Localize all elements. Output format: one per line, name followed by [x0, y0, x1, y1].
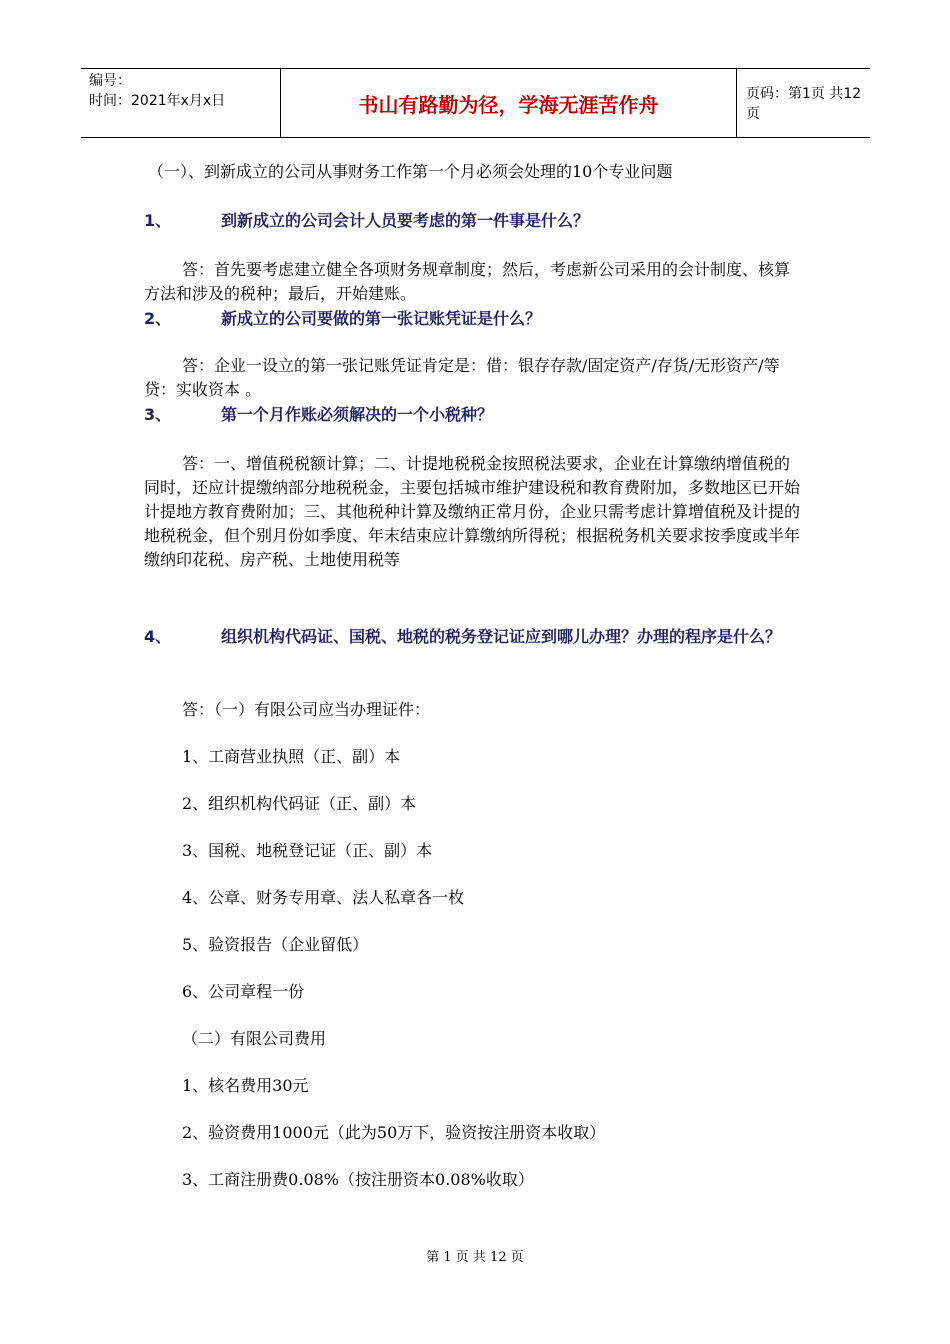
page-header — [81, 68, 870, 138]
header-meta — [81, 69, 281, 137]
question-4 — [144, 624, 804, 650]
list-item: 3、国税、地税登记证（正、副）本 — [182, 841, 433, 860]
question-number: 2、 — [144, 309, 172, 328]
question-3 — [144, 402, 804, 428]
header-motto-cell — [281, 69, 737, 137]
question-text: 组织机构代码证、国税、地税的税务登记证应到哪儿办理？办理的程序是什么？ — [221, 627, 782, 646]
answer-1: 答：首先要考虑建立健全各项财务规章制度；然后，考虑新公司采用的会计制度、核算方法和涉及的税种；最后，开始建账。 — [144, 260, 791, 303]
list-item: 3、工商注册费0.08%（按注册资本0.08%收取） — [182, 1170, 534, 1189]
question-number: 4、 — [144, 627, 172, 646]
answer-3: 答：一、增值税税额计算；二、计提地税税金按照税法要求，企业在计算缴纳增值税的同时，还应计提缴纳部分地税税金，主要包括城市维护建设税和教育费附加，多数地区已开始计提地方教育费附加；三、其他税种计算及缴纳正常月份，企业只需考虑计算增值税及计提的地税税金，但个别月份如季度、年末结束应计算缴纳所得税；根据税务机关要求按季度或半年缴纳印花税、房产税、土地使用税等 — [144, 454, 801, 569]
page-info: 页码：第1页 共12页 — [746, 86, 862, 122]
list-item: 1、核名费用30元 — [182, 1076, 309, 1095]
question-text: 新成立的公司要做的第一张记账凭证是什么？ — [221, 309, 542, 328]
question-number: 3、 — [144, 405, 172, 424]
answer-4-intro: 答：（一）有限公司应当办理证件： — [182, 700, 431, 719]
list-item: 4、公章、财务专用章、法人私章各一枚 — [182, 888, 465, 907]
question-number: 1、 — [144, 211, 172, 230]
time-label: 时间：2021年x月x日 — [89, 93, 226, 109]
document-title: （一）、到新成立的公司从事财务工作第一个月必须会处理的10个专业问题 — [148, 162, 673, 181]
page-footer: 第 1 页 共 12 页 — [426, 1250, 524, 1265]
question-text: 到新成立的公司会计人员要考虑的第一件事是什么？ — [221, 211, 590, 230]
number-label: 编号： — [89, 73, 131, 89]
header-motto: 书山有路勤为径，学海无涯苦作舟 — [358, 92, 659, 117]
question-1 — [144, 208, 804, 234]
list-item: 6、公司章程一份 — [182, 982, 305, 1001]
fees-title: （二）有限公司费用 — [182, 1029, 327, 1048]
question-text: 第一个月作账必须解决的一个小税种？ — [221, 405, 494, 424]
list-item: 1、工商营业执照（正、副）本 — [182, 747, 401, 766]
answer-2: 答：企业一设立的第一张记账凭证肯定是：借：银存存款/固定资产/存货/无形资产/等 贷：实收资本 。 — [144, 356, 780, 399]
list-item: 5、验资报告（企业留低） — [182, 935, 369, 954]
list-item: 2、组织机构代码证（正、副）本 — [182, 794, 417, 813]
list-item: 2、验资费用1000元（此为50万下，验资按注册资本收取） — [182, 1123, 606, 1142]
question-2 — [144, 306, 804, 332]
